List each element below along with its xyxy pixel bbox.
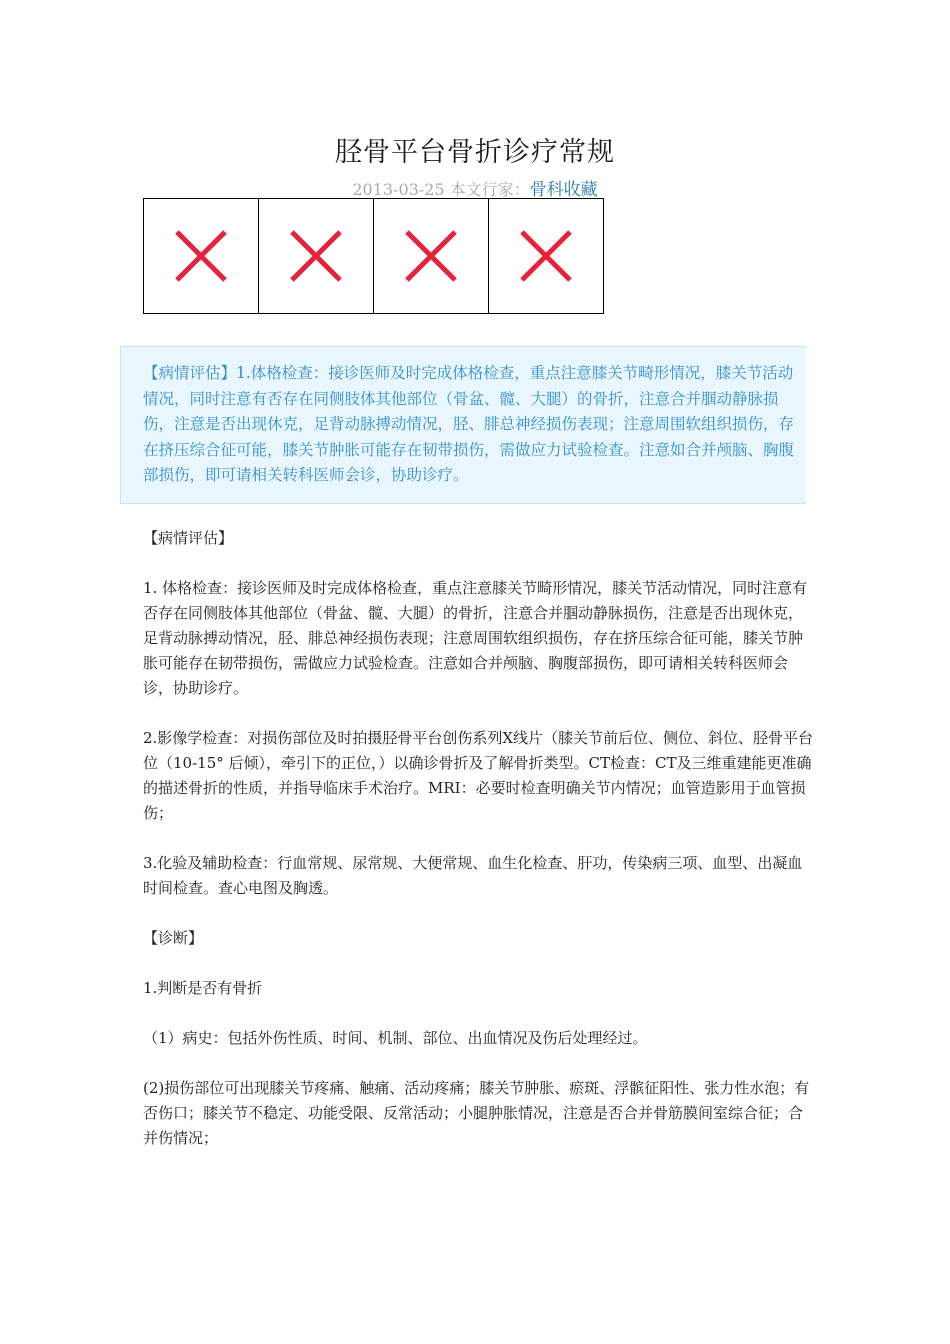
summary-box xyxy=(120,346,806,504)
author-link[interactable]: 骨科收藏 xyxy=(529,180,598,200)
broken-image-icon xyxy=(173,228,229,284)
broken-image-icon xyxy=(403,228,459,284)
image-row xyxy=(143,198,604,313)
broken-image-2[interactable] xyxy=(258,198,374,314)
article-body xyxy=(143,526,815,1151)
paragraph-lab-tests: 3.化验及辅助检查：行血常规、尿常规、大便常规、血生化检查、肝功，传染病三项、血型、出凝血时间检查。查心电图及胸透。 xyxy=(143,854,803,897)
heading-diagnosis: 【诊断】 xyxy=(143,929,204,947)
paragraph-fracture-check: 1.判断是否有骨折 xyxy=(143,979,263,997)
paragraph-history: （1）病史：包括外伤性质、时间、机制、部位、出血情况及伤后处理经过。 xyxy=(143,1029,648,1047)
paragraph-imaging: 2.影像学检查：对损伤部位及时拍摄胫骨平台创伤系列X线片（膝关节前后位、侧位、斜位、胫骨平台位（10-15° 后倾），牵引下的正位，）以确诊骨折及了解骨折类型。CT检查：CT及三维重建能更准确的描述骨折的性质，并指导临床手术治疗。MRI：必要时检查明确关节内情况；血管造影用于血管损伤； xyxy=(143,729,813,822)
author-prefix: 本文行家： xyxy=(449,180,530,199)
broken-image-icon xyxy=(518,228,574,284)
heading-assessment: 【病情评估】 xyxy=(143,529,234,547)
paragraph-injury-signs: (2)损伤部位可出现膝关节疼痛、触痛、活动疼痛；膝关节肿胀、瘀斑、浮髌征阳性、张力性水泡；有否伤口；膝关节不稳定、功能受限、反常活动；小腿肿胀情况，注意是否合并骨筋膜间室综合征；合并伤情况； xyxy=(143,1079,810,1147)
summary-text: 【病情评估】1.体格检查：接诊医师及时完成体格检查，重点注意膝关节畸形情况，膝关节活动情况，同时注意有否存在同侧肢体其他部位（骨盆、髋、大腿）的骨折，注意合并腘动静脉损伤，注意是否出现休克，足背动脉搏动情况，胫、腓总神经损伤表现；注意周围软组织损伤，存在挤压综合征可能，膝关节肿胀可能存在韧带损伤，需做应力试验检查。注意如合并颅脑、胸腹部损伤，即可请相关转科医师会诊，协助诊疗。 xyxy=(143,364,795,484)
broken-image-3[interactable] xyxy=(373,198,489,314)
article-date: 2013-03-25 xyxy=(352,180,445,199)
broken-image-icon xyxy=(288,228,344,284)
broken-image-4[interactable] xyxy=(488,198,604,314)
article-meta xyxy=(0,175,950,200)
page-title: 胫骨平台骨折诊疗常规 xyxy=(335,137,615,168)
paragraph-physical-exam: 1. 体格检查：接诊医师及时完成体格检查，重点注意膝关节畸形情况，膝关节活动情况，同时注意有否存在同侧肢体其他部位（骨盆、髋、大腿）的骨折，注意合并腘动静脉损伤，注意是否出现休克，足背动脉搏动情况，胫、腓总神经损伤表现；注意周围软组织损伤，存在挤压综合征可能，膝关节肿胀可能存在韧带损伤，需做应力试验检查。注意如合并颅脑、胸腹部损伤，即可请相关转科医师会诊，协助诊疗。 xyxy=(143,579,808,697)
broken-image-1[interactable] xyxy=(143,198,259,314)
